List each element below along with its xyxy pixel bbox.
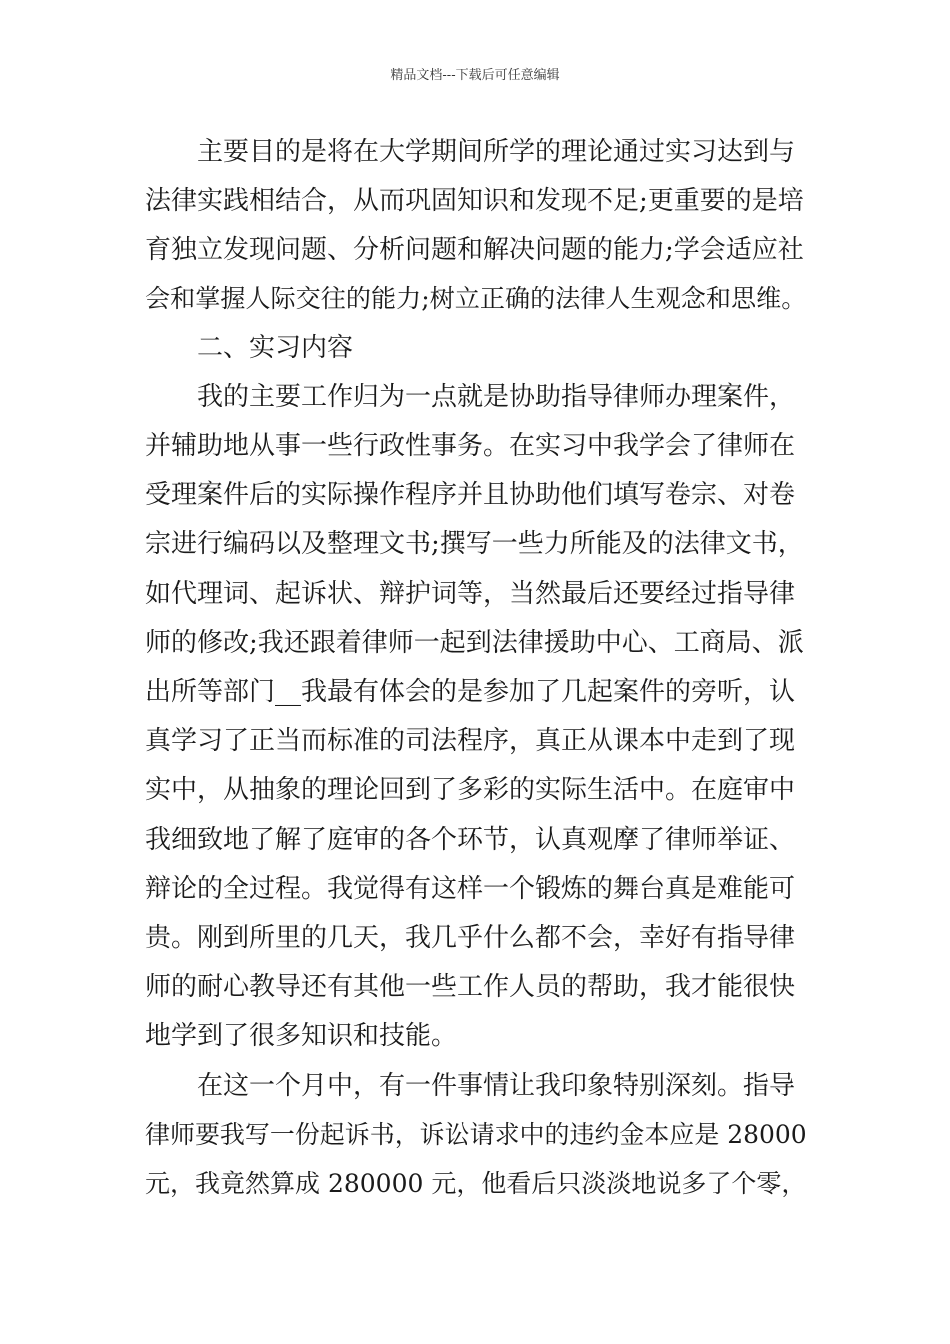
text-line: 并辅助地从事一些行政性事务。在实习中我学会了律师在 <box>145 431 796 461</box>
text-line: 我的主要工作归为一点就是协助指导律师办理案件， <box>145 382 796 412</box>
text-line: 元，我竟然算成 280000 元，他看后只淡淡地说多了个零， <box>145 1169 807 1198</box>
text-line: 法律实践相结合，从而巩固知识和发现不足;更重要的是培 <box>145 186 804 216</box>
text-line: 我细致地了解了庭审的各个环节，认真观摩了律师举证、 <box>145 825 796 855</box>
text-line: 律师要我写一份起诉书，诉讼请求中的违约金本应是 28000 <box>145 1120 807 1149</box>
text-line: 师的修改;我还跟着律师一起到法律援助中心、工商局、派 <box>145 628 804 658</box>
text-line: 贵。刚到所里的几天，我几乎什么都不会，幸好有指导律 <box>145 923 796 953</box>
text-line: 出所等部门__我最有体会的是参加了几起案件的旁听，认 <box>145 677 796 707</box>
text-line: 主要目的是将在大学期间所学的理论通过实习达到与 <box>145 137 796 167</box>
text-line: 师的耐心教导还有其他一些工作人员的帮助，我才能很快 <box>145 972 796 1002</box>
text-line: 宗进行编码以及整理文书;撰写一些力所能及的法律文书， <box>145 529 804 559</box>
text-line: 地学到了很多知识和技能。 <box>145 1021 458 1051</box>
page-header: 精品文档---下载后可任意编辑 <box>390 68 560 83</box>
section-heading: 二、实习内容 <box>145 333 354 363</box>
text-line: 会和掌握人际交往的能力;树立正确的法律人生观念和思维。 <box>145 284 807 313</box>
text-line: 如代理词、起诉状、辩护词等，当然最后还要经过指导律 <box>145 579 796 609</box>
text-line: 育独立发现问题、分析问题和解决问题的能力;学会适应社 <box>145 235 804 265</box>
text-line: 辩论的全过程。我觉得有这样一个锻炼的舞台真是难能可 <box>145 874 796 904</box>
text-line: 在这一个月中，有一件事情让我印象特别深刻。指导 <box>145 1071 796 1101</box>
text-line: 实中，从抽象的理论回到了多彩的实际生活中。在庭审中 <box>145 775 796 805</box>
text-line: 真学习了正当而标准的司法程序，真正从课本中走到了现 <box>145 726 796 756</box>
text-line: 受理案件后的实际操作程序并且协助他们填写卷宗、对卷 <box>145 480 796 510</box>
